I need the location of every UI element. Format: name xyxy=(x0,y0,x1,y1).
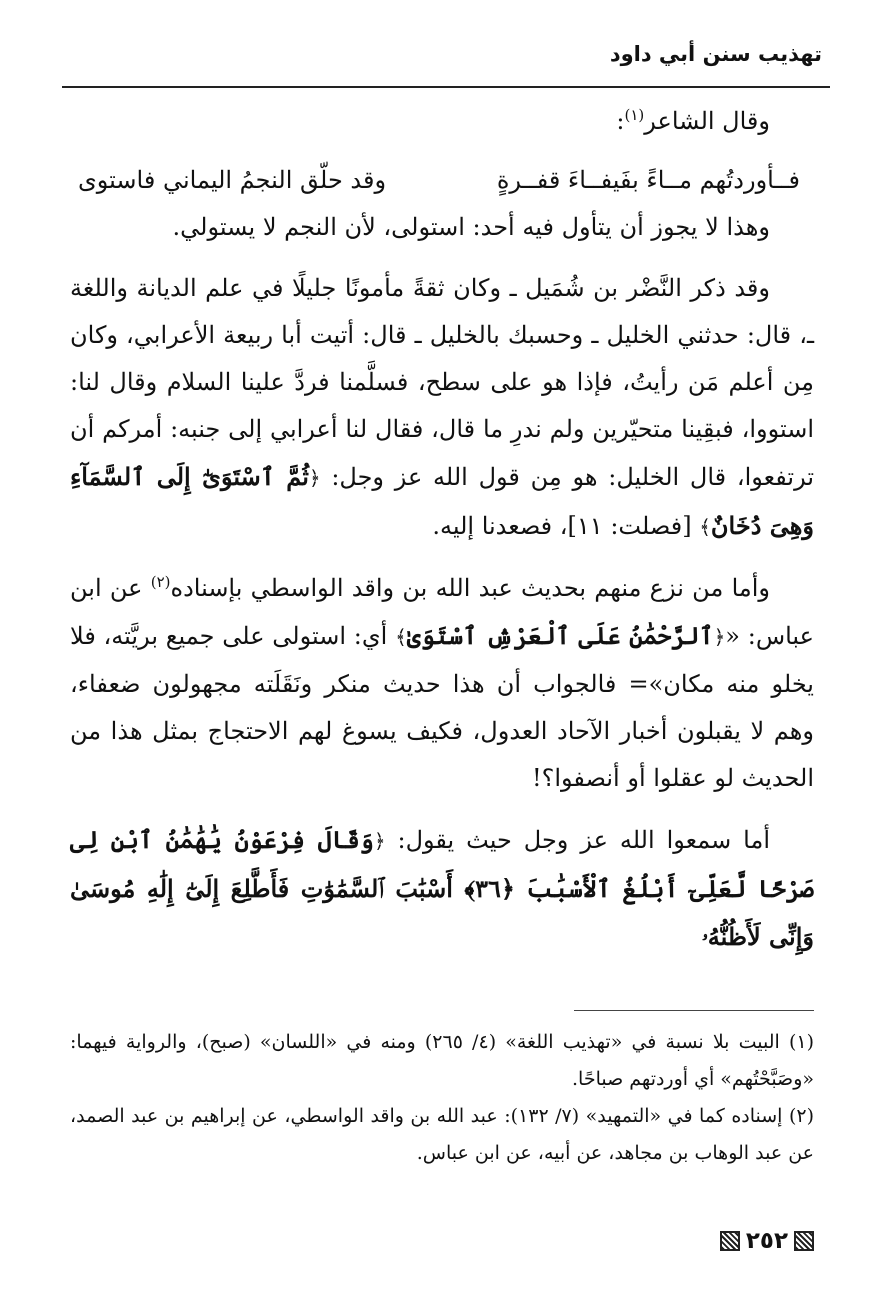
paragraph-2-text: وقد ذكر النَّضْر بن شُمَيل ـ وكان ثقةً مأمونًا جليلًا في علم الديانة واللغة ـ، قال: حدثني الخليل ـ وحسبك بالخليل ـ قال: أتيت أبا ربيعة الأعرابي، وكان مِن أعلم مَن رأيتُ، فإذا هو على سطح، فسلَّمنا فردَّ علينا السلام وقال لنا: استووا، فبقِينا متحيّرين ولم ندرِ ما قال، فقال لنا أعرابي إلى جنبه: أمركم أن ترتفعوا، قال الخليل: هو مِن قول الله عز وجل: xyxy=(70,274,814,491)
quran-brace-open: ﴿ xyxy=(713,625,726,649)
quran-brace-close: ﴾ xyxy=(699,515,711,539)
poet-intro-line xyxy=(70,98,814,145)
poem-verse xyxy=(70,157,814,204)
ornament-icon xyxy=(720,1231,740,1251)
footnote-1 xyxy=(70,1024,814,1098)
header-rule xyxy=(62,86,830,88)
footnote-2 xyxy=(70,1098,814,1172)
poet-colon: : xyxy=(616,107,625,135)
surah-reference: [فصلت: ١١] xyxy=(567,512,700,540)
footnote-rule xyxy=(574,1010,814,1011)
footnotes xyxy=(70,1024,814,1172)
footnote-number: (٢) xyxy=(788,1105,815,1127)
quran-brace-open: ﴿ xyxy=(308,466,321,490)
paragraph-3-text: وأما من نزع منهم بحديث عبد الله بن واقد الواسطي بإسناده xyxy=(170,574,770,602)
paragraph-4 xyxy=(70,816,814,961)
main-text xyxy=(70,98,814,961)
verse-hemistich-1: فــأوردتُهم مــاءً بفَيفــاءَ قفــرةٍ xyxy=(496,166,800,194)
poet-intro: وقال الشاعر xyxy=(644,107,770,135)
paragraph-1: وهذا لا يجوز أن يتأول فيه أحد: استولى، لأن النجم لا يستولي. xyxy=(172,213,770,241)
paragraph-3-end: أي: استولى على جميع بريَّته، فلا يخلو منه مكان»= فالجواب أن هذا حديث منكر ونَقَلَته مجهولون ضعفاء، وهم لا يقبلون أخبار الآحاد العدول، فكيف يسوغ لهم الاحتجاج بمثل هذا من الحديث لو عقلوا أو أنصفوا؟! xyxy=(70,622,814,792)
paragraph-4-text: أما سمعوا الله عز وجل حيث يقول: xyxy=(385,826,770,854)
paragraph-3 xyxy=(70,565,814,802)
paragraph-3-mid: عن ابن عباس: « xyxy=(70,574,814,650)
running-title: تهذيب سنن أبي داود xyxy=(609,42,822,66)
quran-brace-close: ﴾ xyxy=(395,625,407,649)
footnote-number: (١) xyxy=(788,1031,815,1053)
footnote-ref-1[interactable]: (١) xyxy=(624,106,645,124)
quran-verse-istawa: ٱلرَّحْمَٰنُ عَلَى ٱلْعَرْشِ ٱسْتَوَىٰ xyxy=(406,621,714,650)
page-number: ٢٥٢ xyxy=(745,1228,788,1254)
quran-verse-ghafir: وَقَالَ فِرْعَوْنُ يَٰهَٰمَٰنُ ٱبْنِ لِى صَرْحًا لَّعَلِّىٓ أَبْلُغُ ٱلْأَسْبَٰبَ ﴿٣٦﴾ أَسْبَٰبَ ٱلسَّمَٰوَٰتِ فَأَطَّلِعَ إِلَىٰٓ إِلَٰهِ مُوسَىٰ وَإِنِّى لَأَظُنُّهُۥ xyxy=(70,825,814,951)
quran-brace-open: ﴿ xyxy=(373,829,386,853)
page-number-block xyxy=(720,1228,814,1254)
footnote-ref-2[interactable]: (٢) xyxy=(150,573,171,591)
verse-hemistich-2: وقد حلّق النجمُ اليماني فاستوى xyxy=(78,166,387,194)
paragraph-2-end: ، فصعدنا إليه. xyxy=(432,512,568,540)
quran-verse-fussilat: ثُمَّ ٱسْتَوَىٰٓ إِلَى ٱلسَّمَآءِ وَهِىَ دُخَانٌ xyxy=(70,462,814,540)
footnote-text: إسناده كما في «التمهيد» (٧/ ١٣٢): عبد الله بن واقد الواسطي، عن إبراهيم بن عبد الصمد، عن عبد الوهاب بن مجاهد، عن أبيه، عن ابن عباس. xyxy=(70,1105,814,1164)
footnote-text: البيت بلا نسبة في «تهذيب اللغة» (٤/ ٢٦٥) ومنه في «اللسان» (صبح)، والرواية فيهما: «وصَبَّحْتُهم» أي أوردتهم صباحًا. xyxy=(70,1031,814,1090)
ornament-icon xyxy=(794,1231,814,1251)
paragraph-2 xyxy=(70,265,814,551)
